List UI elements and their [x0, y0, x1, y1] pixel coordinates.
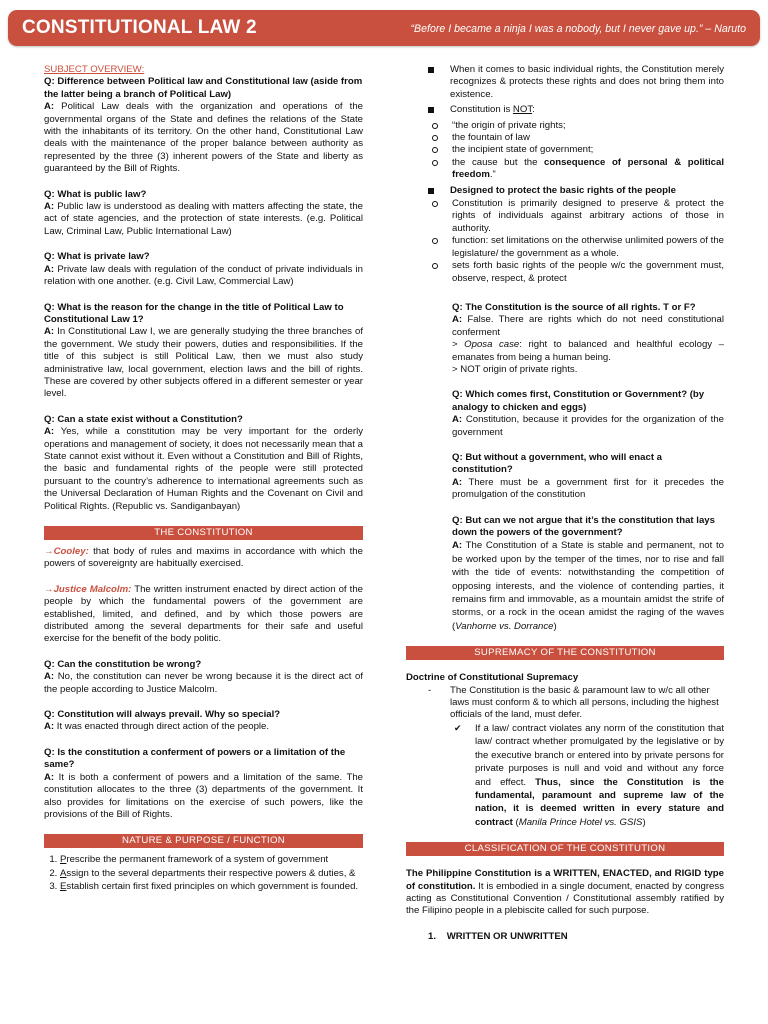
question: Q: What is the reason for the change in the title of Political Law to Constitutional Law 1? [44, 301, 344, 325]
circle-bullet-icon [432, 160, 438, 166]
dash-bullet-icon: - [428, 684, 432, 696]
answer: A: In Constitutional Law I, we are generally studying the three branches of the government. We study their powers, duties and responsibilities. If the title of this subject is still Political Law, then we must also study administrative law, local government, election laws and the bill of rights. These are covered by other subjects offered in a different semester or year level. [44, 326, 363, 400]
answer: A: It is both a conferment of powers and a limitation of the same. The constitution allocates to the three (3) departments of the government. It also provides for limitations on the exercise of such powers, like the provisions of the Bill of Rights. [44, 771, 363, 820]
constitution-bullets [406, 64, 724, 117]
list-item: the fountain of law [406, 132, 724, 144]
question: Q: What is public law? [44, 188, 147, 200]
page-header [8, 10, 760, 46]
doctrine-title: Doctrine of Constitutional Supremacy [406, 672, 579, 684]
answer-note: > Oposa case: right to balanced and healthful ecology – emanates from being a human being. [452, 339, 724, 363]
qa-which-first [406, 389, 724, 439]
list-item: “the origin of private rights; [406, 120, 724, 132]
list-item: - The Constitution is the basic & paramount law to w/c all other laws must conform & to which all persons, including the highest officials of the land, must defer. [428, 684, 719, 721]
definition-malcolm: →Justice Malcolm: The written instrument enacted by direct action of the people by which the fundamental powers of the government are established, limited, and defined, and by which those powers are distributed among the several departments for their safe and useful exercise for the benefit of the body politic. [44, 583, 364, 645]
qa-state-without-constitution [44, 414, 363, 513]
square-bullet-icon [428, 67, 434, 73]
list-item: 2. Assign to the several departments their respective powers & duties, & [60, 868, 363, 880]
list-item: 3. Establish certain first fixed principles on which government is founded. [60, 881, 363, 893]
answer: A: Constitution, because it provides for the organization of the government [452, 414, 725, 438]
list-item: Constitution is primarily designed to preserve & protect the rights of individuals against arbitrary actions of those in authority. [406, 198, 724, 235]
nature-purpose-list [44, 854, 363, 893]
question: Q: Can a state exist without a Constitution? [44, 413, 243, 425]
not-list [406, 120, 724, 182]
square-bullet-icon [428, 107, 434, 113]
list-item: 1. Prescribe the permanent framework of a system of government [60, 854, 363, 866]
classification-item-1: 1. WRITTEN OR UNWRITTEN [428, 930, 568, 942]
answer: A: Yes, while a constitution may be very important for the orderly operations and management of society, it does not necessarily mean that a State cannot exist without it. Even without a Constitution and Bill of Rights, the basic and fundamental rights of the people were still protected pursuant to the country’s adherence to international agreements such as the Universal Declaration of Human Rights and the Covenant on Civil and Political Rights. (Republic vs. Sandiganbayan) [44, 426, 363, 512]
designed-list [406, 198, 724, 285]
header-quote: “Before I became a ninja I was a nobody, but I never gave up.” – Naruto [410, 23, 746, 35]
qa-public-law [44, 189, 363, 239]
question: Q: The Constitution is the source of all rights. T or F? [452, 301, 696, 313]
answer: A: It was enacted through direct action of the people. [44, 721, 270, 733]
right-column [406, 64, 724, 943]
list-item: ✔ If a law/ contract violates any norm of the constitution that law/ contract whether promulgated by the legislative or by the executive branch or entered into by private persons for private purposes is null and void and without any force and effect. Thus, since the Constitution is the fundamental, paramount and supreme law of the nation, it is deemed written in every stature and contract (Manila Prince Hotel vs. GSIS) [454, 722, 724, 828]
circle-bullet-icon [432, 147, 438, 153]
list-item: Constitution is NOT: [406, 104, 724, 116]
answer: A: Public law is understood as dealing with matters affecting the state, the act of state agencies, and the protection of state interests. (e.g. Political Law, Criminal Law, Public International Law) [44, 201, 363, 237]
qa-title-change [44, 302, 363, 401]
answer: A: Private law deals with regulation of the conduct of private individuals in relation with one another. (e.g. Civil Law, Commercial Law) [44, 263, 363, 288]
section-bar-supremacy: SUPREMACY OF THE CONSTITUTION [406, 646, 724, 660]
circle-bullet-icon [432, 201, 438, 207]
question: Q: Which comes first, Constitution or Government? (by analogy to chicken and eggs) [452, 389, 705, 413]
qa-private-law [44, 251, 363, 288]
qa-without-government [406, 452, 724, 502]
list-item: sets forth basic rights of the people w/c the government must, observe, respect, & protect [406, 260, 724, 285]
question: Q: What is private law? [44, 251, 150, 263]
question: Q: Can the constitution be wrong? [44, 658, 202, 670]
answer-note: > NOT origin of private rights. [452, 363, 578, 375]
circle-bullet-icon [432, 135, 438, 141]
list-item: Designed to protect the basic rights of the people [406, 185, 724, 197]
qa-powers-of-government [406, 515, 724, 634]
subject-overview-heading: SUBJECT OVERVIEW: [44, 64, 145, 75]
arrow-icon: → [44, 583, 54, 595]
answer: A: There must be a government first for it precedes the promulgation of the constitution [452, 476, 724, 501]
circle-bullet-icon [432, 263, 438, 269]
list-item: the cause but the consequence of personal & political freedom.” [406, 157, 724, 182]
circle-bullet-icon [432, 123, 438, 129]
list-item: function: set limitations on the otherwise unlimited powers of the legislature/ the government as a whole. [406, 235, 724, 260]
classification-text: The Philippine Constitution is a WRITTEN, ENACTED, and RIGID type of constitution. It is embodied in a single document, enacted by congress acting as Constitutional Convention / Constitutional assembly ratified by the Filipino people in a plebiscite called for such purpose. [406, 868, 724, 917]
qa-constitution-wrong [44, 659, 363, 696]
designed-bullet [406, 185, 724, 197]
arrow-icon: → [44, 546, 54, 557]
list-item: When it comes to basic individual rights, the Constitution merely recognizes & protects these rights and does not bring them into existence. [406, 64, 724, 101]
question: Q: But without a government, who will enact a constitution? [452, 451, 663, 476]
left-column [44, 64, 363, 895]
answer: A: The Constitution of a State is stable and permanent, not to be worked upon by the temper of the times, nor to rise and fall with the tide of events: notwithstanding the competition of opposing interests, and the violence of contending parties, it remains firm and immovable, as a mountain amidst the strife of storms, or a rock in the ocean amidst the raging of the waves (Vanhorne vs. Dorrance) [452, 540, 724, 632]
circle-bullet-icon [432, 238, 438, 244]
qa-political-vs-constitutional [44, 64, 363, 176]
qa-conferment-or-limitation [44, 747, 363, 821]
checkmark-bullet-icon: ✔ [454, 722, 462, 733]
answer: A: No, the constitution can never be wrong because it is the direct act of the people according to Justice Malcolm. [44, 671, 363, 695]
section-bar-classification: CLASSIFICATION OF THE CONSTITUTION [406, 842, 724, 856]
question: Q: Difference between Political law and Constitutional law (aside from the latter being a branch of Political Law) [44, 76, 363, 100]
qa-constitution-prevail [44, 709, 363, 734]
definition-cooley: →Cooley: that body of rules and maxims in accordance with which the powers of sovereignty are habitually exercised. [44, 546, 363, 570]
list-item: the incipient state of government; [406, 144, 724, 156]
answer: A: Political Law deals with the organization and operations of the governmental organs of the State and defines the relations of the State with the inhabitants of its territory. On the other hand, Constitutional Law deals with the maintenance of the proper balance between authority as represented by the three (3) inherent powers of the State and liberty as guaranteed by the Bill of Rights. [44, 101, 363, 175]
question: Q: Is the constitution a conferment of powers or a limitation of the same? [44, 746, 346, 771]
qa-source-of-rights [406, 302, 724, 376]
section-bar-nature-purpose: NATURE & PURPOSE / FUNCTION [44, 834, 363, 848]
square-bullet-icon [428, 188, 434, 194]
doctrine-block [406, 672, 724, 829]
question: Q: Constitution will always prevail. Why so special? [44, 709, 281, 721]
section-bar-the-constitution: THE CONSTITUTION [44, 526, 363, 540]
answer: A: False. There are rights which do not need constitutional conferment [452, 314, 724, 338]
page-title: CONSTITUTIONAL LAW 2 [22, 17, 257, 38]
question: Q: But can we not argue that it’s the constitution that lays down the powers of the government? [452, 514, 715, 538]
